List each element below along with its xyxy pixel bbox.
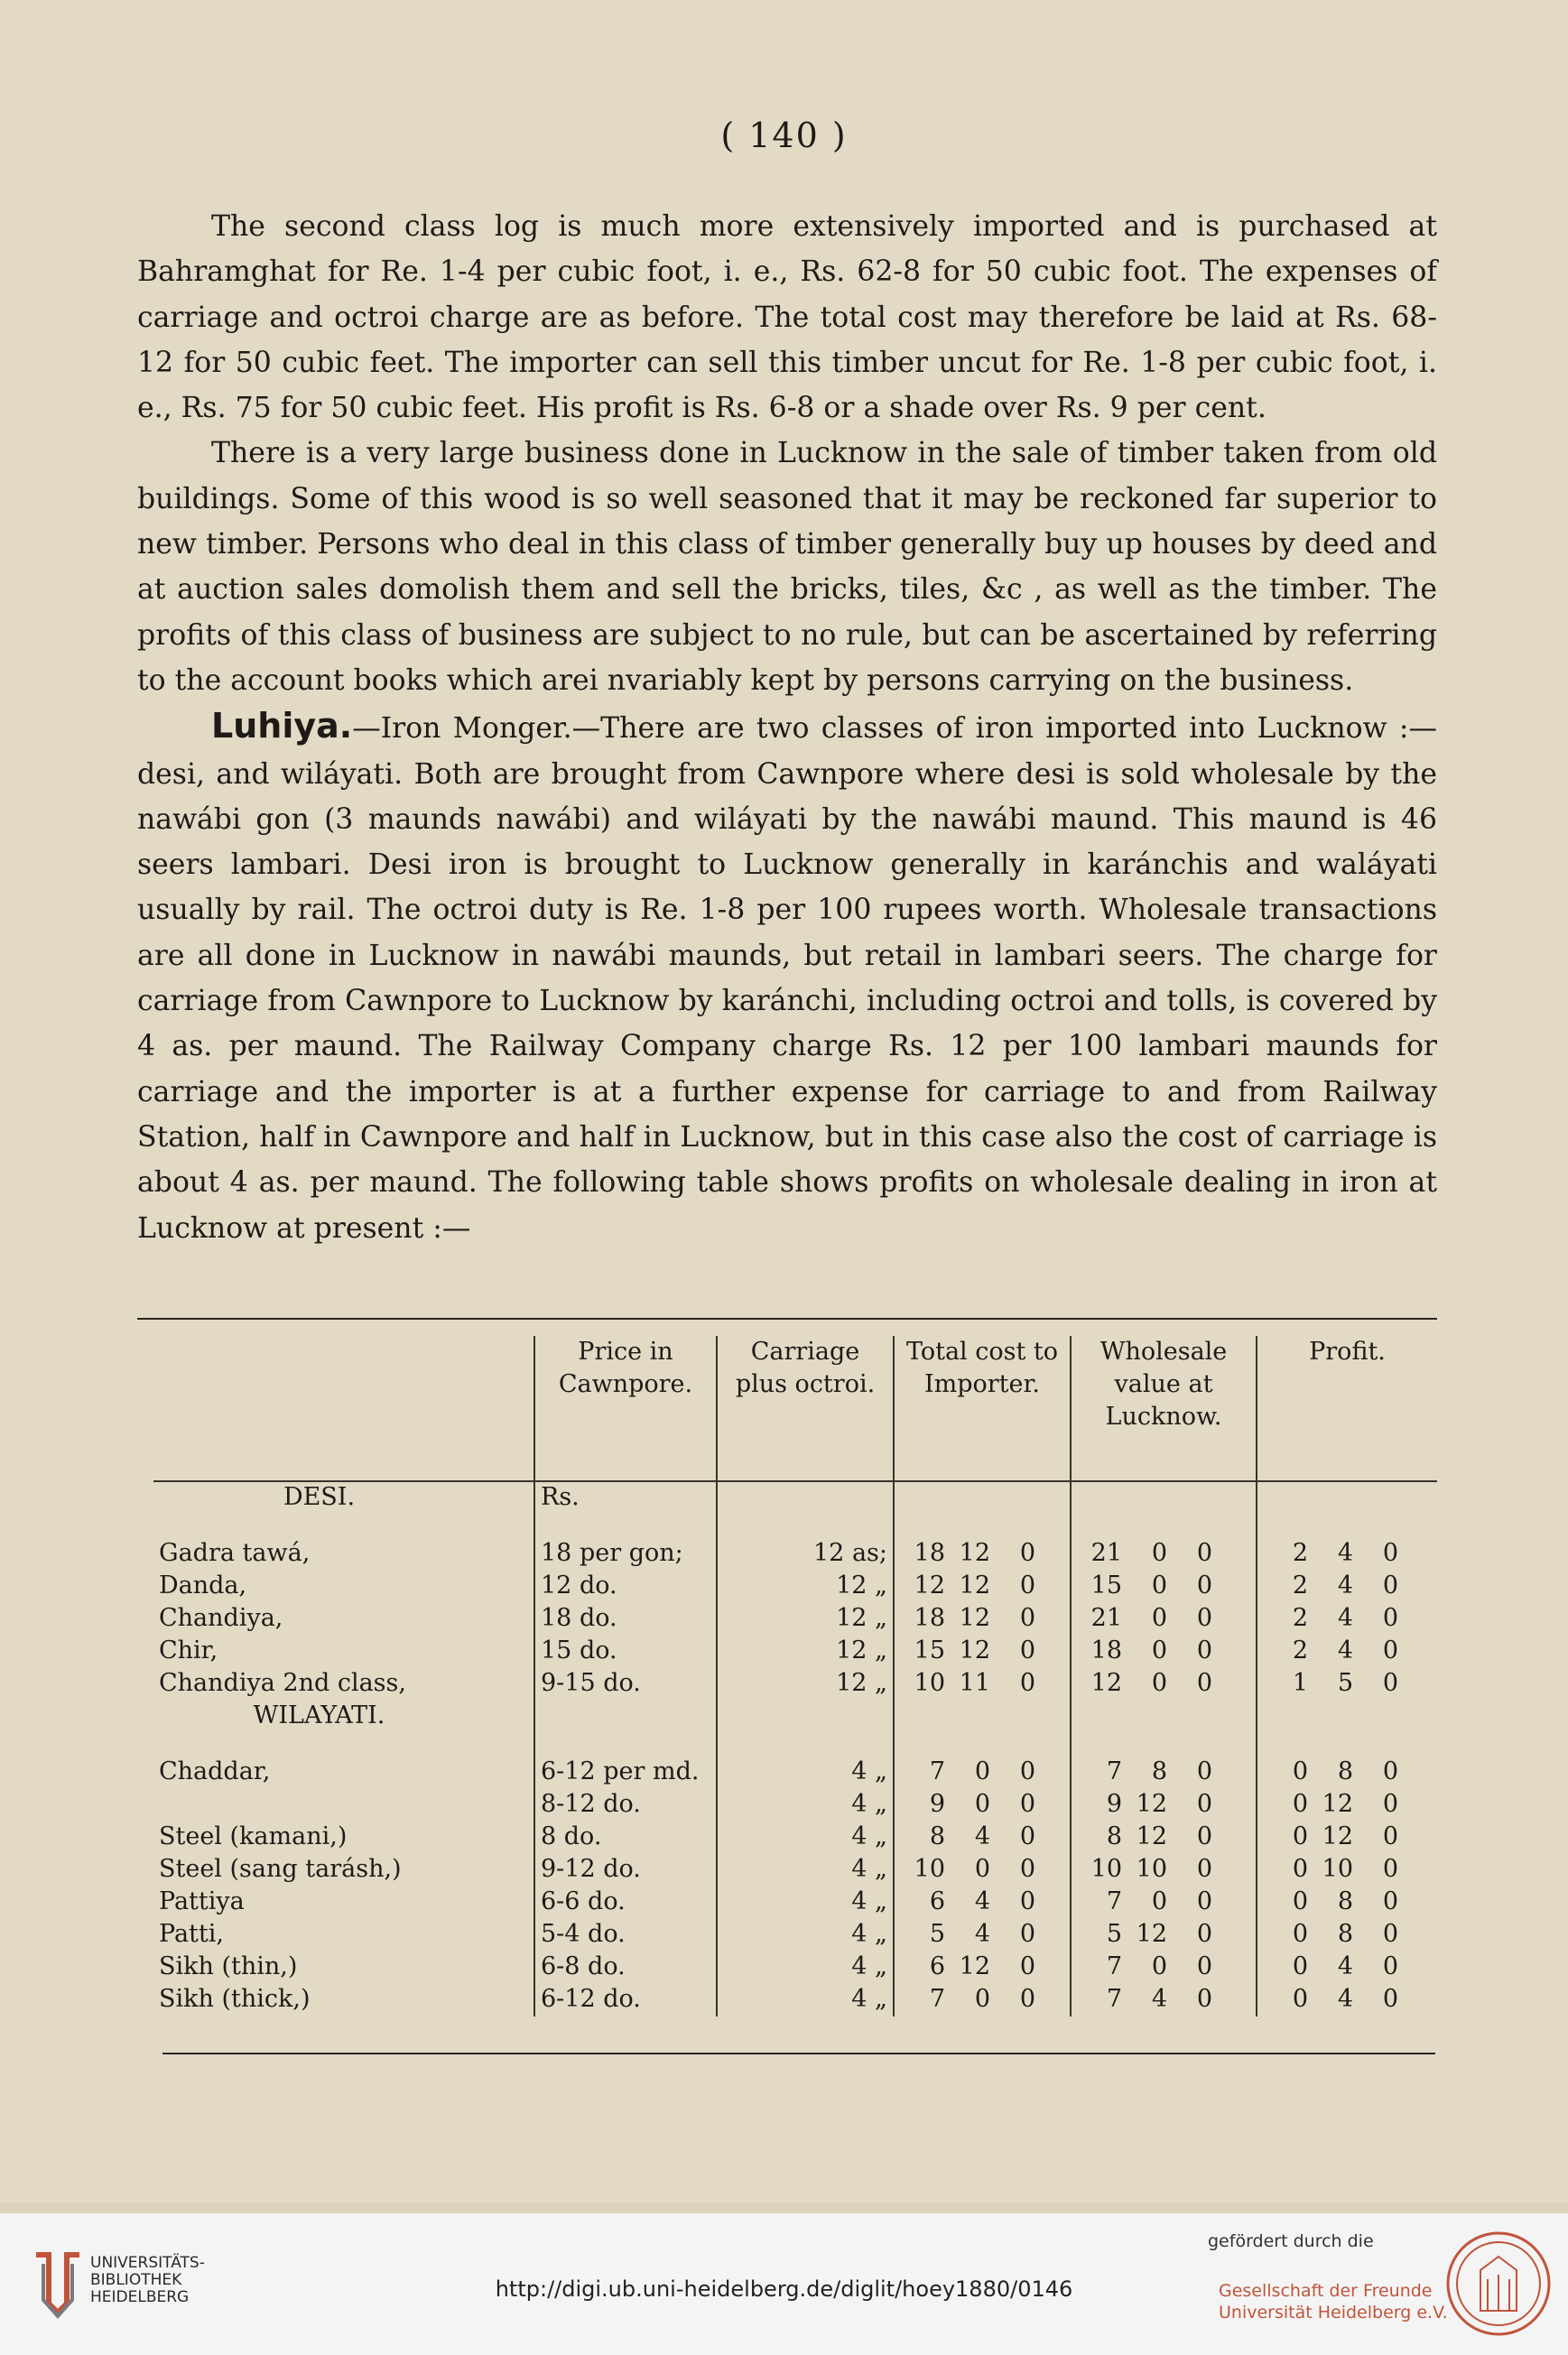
library-line: HEIDELBERG: [90, 2288, 190, 2306]
header-total-cost: Total cost to Importer.: [894, 1336, 1071, 1481]
table-row: [153, 1854, 1437, 1887]
wholesale-part: 5: [1106, 1920, 1122, 1948]
iron-profit-table: [153, 1336, 1437, 2017]
carriage-cell: 12 „: [717, 1668, 894, 1701]
total-part: 4: [974, 1822, 990, 1850]
profit-cell: [1257, 1822, 1437, 1854]
wholesale-part: 0: [1151, 1952, 1167, 1980]
wholesale-part: 0: [1196, 1855, 1212, 1883]
table-row: [153, 1603, 1437, 1636]
item-name: Steel (sang tarásh,): [159, 1855, 402, 1883]
carriage-cell: 4 „: [717, 1822, 894, 1854]
item-name: Patti,: [159, 1920, 224, 1948]
table-row: [153, 1571, 1437, 1603]
total-part: 4: [974, 1920, 990, 1948]
profit-part: 2: [1292, 1636, 1308, 1664]
total-cell: [894, 1887, 1071, 1919]
wholesale-part: 8: [1151, 1757, 1167, 1785]
wholesale-part: 4: [1151, 1985, 1167, 2013]
total-cell: [894, 1952, 1071, 1984]
price-cell: 18 do.: [534, 1603, 717, 1636]
item-name: Gadra tawá,: [159, 1539, 311, 1567]
wholesale-cell: [1071, 1854, 1257, 1887]
wholesale-part: 0: [1196, 1985, 1212, 2013]
profit-part: 8: [1337, 1920, 1353, 1948]
total-part: 0: [1019, 1822, 1035, 1850]
page-number: ( 140 ): [720, 116, 848, 155]
wholesale-cell: [1071, 1919, 1257, 1952]
profit-part: 0: [1292, 1985, 1308, 2013]
item-name: [153, 1789, 534, 1822]
digitization-footer: [0, 2213, 1568, 2355]
item-name: Chandiya 2nd class,: [159, 1669, 406, 1697]
profit-part: 0: [1292, 1790, 1308, 1818]
section-spacer: [1071, 1481, 1257, 1538]
profit-cell: [1257, 1571, 1437, 1603]
wholesale-part: 0: [1196, 1822, 1212, 1850]
price-cell: 9-15 do.: [534, 1668, 717, 1701]
total-part: 18: [914, 1539, 945, 1567]
total-cell: [894, 1538, 1071, 1571]
wholesale-part: 7: [1106, 1757, 1122, 1785]
wholesale-part: 0: [1196, 1539, 1212, 1567]
total-part: 0: [1019, 1920, 1035, 1948]
wholesale-part: 0: [1151, 1887, 1167, 1915]
wholesale-part: 12: [1136, 1790, 1167, 1818]
library-line: BIBLIOTHEK: [90, 2271, 182, 2289]
total-cell: [894, 1668, 1071, 1701]
profit-part: 5: [1337, 1669, 1353, 1697]
total-part: 0: [1019, 1539, 1035, 1567]
profit-part: 12: [1322, 1822, 1353, 1850]
profit-part: 2: [1292, 1604, 1308, 1632]
profit-part: 0: [1292, 1952, 1308, 1980]
profit-part: 4: [1337, 1636, 1353, 1664]
profit-cell: [1257, 1789, 1437, 1822]
wholesale-part: 8: [1106, 1822, 1122, 1850]
wholesale-cell: [1071, 1822, 1257, 1854]
total-cell: [894, 1854, 1071, 1887]
table-row: [153, 1636, 1437, 1668]
carriage-cell: 4 „: [717, 1887, 894, 1919]
carriage-cell: 12 „: [717, 1636, 894, 1668]
wholesale-cell: [1071, 1887, 1257, 1919]
section-name: WILAYATI.: [253, 1701, 385, 1729]
permalink-url[interactable]: http://digi.ub.uni-heidelberg.de/diglit/hoey1880/0146: [495, 2276, 1073, 2302]
wholesale-cell: [1071, 1571, 1257, 1603]
table-top-rule: [137, 1318, 1437, 1320]
profit-part: 12: [1322, 1790, 1353, 1818]
profit-part: 0: [1382, 1604, 1398, 1632]
price-cell: 6-6 do.: [534, 1887, 717, 1919]
total-cell: [894, 1571, 1071, 1603]
price-cell: 6-12 per md.: [534, 1757, 717, 1789]
item-name: Pattiya: [159, 1887, 245, 1915]
profit-cell: [1257, 1636, 1437, 1668]
section-spacer: [1071, 1701, 1257, 1757]
table-row: [153, 1789, 1437, 1822]
wholesale-cell: [1071, 1757, 1257, 1789]
profit-part: 0: [1382, 1985, 1398, 2013]
wholesale-part: 0: [1196, 1636, 1212, 1664]
total-part: 12: [959, 1952, 990, 1980]
price-cell: 18 per gon;: [534, 1538, 717, 1571]
paragraph-text: The second class log is much more extensively imported and is purchased at Bahramghat for Re. 1-4 per cubic foot, i. e., Rs. 62-8 for 50 cubic foot. The expenses of carriage and octroi charge are as before. The total cost may therefore be laid at Rs. 68-12 for 50 cubic feet. The importer can sell this timber uncut for Re. 1-8 per cubic foot, i. e., Rs. 75 for 50 cubic feet. His profit is Rs. 6-8 or a shade over Rs. 9 per cent.: [137, 210, 1437, 425]
header-carriage: Carriage plus octroi.: [717, 1336, 894, 1481]
wholesale-part: 18: [1090, 1636, 1122, 1664]
price-cell: 6-12 do.: [534, 1984, 717, 2017]
profit-part: 4: [1337, 1604, 1353, 1632]
profit-part: 0: [1382, 1636, 1398, 1664]
total-part: 0: [1019, 1790, 1035, 1818]
total-part: 0: [1019, 1669, 1035, 1697]
total-cell: [894, 1919, 1071, 1952]
profit-part: 0: [1382, 1822, 1398, 1850]
section-spacer: [1257, 1701, 1437, 1757]
total-cell: [894, 1822, 1071, 1854]
paragraph-text: —Iron Monger.—There are two classes of iron imported into Lucknow :—desi, and wiláyati. Both are brought from Cawnpore where desi is sold wholesale by the nawábi gon (3 maunds nawábi) and wiláyati by the nawábi maund. This maund is 46 seers lambari. Desi iron is brought to Lucknow generally in karánchis and waláyati usually by rail. The octroi duty is Re. 1-8 per 100 rupees worth. Wholesale transactions are all done in Lucknow in nawábi maunds, but retail in lambari seers. The charge for carriage from Cawnpore to Lucknow by karánchi, including octroi and tolls, is covered by 4 as. per maund. The Railway Company charge Rs. 12 per 100 lambari maunds for carriage and the importer is at a further expense for carriage to and from Railway Station, half in Cawnpore and half in Lucknow, but in this case also the cost of carriage is about 4 as. per maund. The following table shows profits on wholesale dealing in iron at Lucknow at present :—: [137, 712, 1437, 1245]
total-part: 12: [914, 1572, 945, 1599]
profit-part: 0: [1292, 1855, 1308, 1883]
total-part: 18: [914, 1604, 945, 1632]
total-part: 5: [929, 1920, 945, 1948]
wholesale-cell: [1071, 1952, 1257, 1984]
table-row: [153, 1538, 1437, 1571]
profit-part: 0: [1382, 1539, 1398, 1567]
profit-part: 0: [1382, 1887, 1398, 1915]
table-row: [153, 1919, 1437, 1952]
total-part: 12: [959, 1539, 990, 1567]
header-blank: [153, 1336, 534, 1481]
profit-part: 0: [1382, 1855, 1398, 1883]
total-cell: [894, 1789, 1071, 1822]
profit-part: 0: [1382, 1757, 1398, 1785]
total-part: 15: [914, 1636, 945, 1664]
price-cell: 12 do.: [534, 1571, 717, 1603]
item-name: Chaddar,: [159, 1757, 271, 1785]
total-part: 0: [974, 1790, 990, 1818]
total-part: 10: [914, 1669, 945, 1697]
wholesale-part: 0: [1196, 1604, 1212, 1632]
profit-cell: [1257, 1952, 1437, 1984]
profit-part: 4: [1337, 1985, 1353, 2013]
paragraph: [137, 703, 1437, 1251]
profit-part: 8: [1337, 1757, 1353, 1785]
total-cell: [894, 1757, 1071, 1789]
total-part: 8: [929, 1822, 945, 1850]
wholesale-part: 21: [1090, 1604, 1122, 1632]
profit-cell: [1257, 1887, 1437, 1919]
total-part: 6: [929, 1887, 945, 1915]
wholesale-part: 0: [1151, 1539, 1167, 1567]
total-part: 0: [1019, 1636, 1035, 1664]
profit-part: 10: [1322, 1855, 1353, 1883]
total-cell: [894, 1984, 1071, 2017]
carriage-cell: 4 „: [717, 1789, 894, 1822]
table-row: [153, 1668, 1437, 1701]
total-cell: [894, 1603, 1071, 1636]
wholesale-part: 12: [1090, 1669, 1122, 1697]
item-name: Sikh (thin,): [159, 1952, 298, 1980]
wholesale-part: 7: [1106, 1887, 1122, 1915]
header-wholesale: Wholesale value at Lucknow.: [1071, 1336, 1257, 1481]
item-name: Chandiya,: [159, 1604, 283, 1632]
wholesale-part: 10: [1136, 1855, 1167, 1883]
wholesale-part: 9: [1106, 1790, 1122, 1818]
carriage-cell: 4 „: [717, 1854, 894, 1887]
wholesale-part: 10: [1090, 1855, 1122, 1883]
sponsor-label: gefördert durch die: [1208, 2231, 1374, 2251]
item-name: Danda,: [159, 1572, 247, 1599]
wholesale-cell: [1071, 1789, 1257, 1822]
section-spacer: [1257, 1481, 1437, 1538]
total-part: 10: [914, 1855, 945, 1883]
wholesale-part: 0: [1151, 1669, 1167, 1697]
section-currency: [534, 1701, 717, 1757]
total-part: 0: [1019, 1887, 1035, 1915]
profit-cell: [1257, 1984, 1437, 2017]
section-spacer: [717, 1481, 894, 1538]
profit-part: 0: [1382, 1790, 1398, 1818]
price-cell: 15 do.: [534, 1636, 717, 1668]
paragraph: [137, 431, 1437, 703]
profit-part: 1: [1292, 1669, 1308, 1697]
carriage-cell: 12 „: [717, 1603, 894, 1636]
total-part: 0: [974, 1855, 990, 1883]
wholesale-part: 0: [1196, 1572, 1212, 1599]
profit-part: 4: [1337, 1952, 1353, 1980]
carriage-cell: 4 „: [717, 1984, 894, 2017]
profit-cell: [1257, 1919, 1437, 1952]
wholesale-part: 7: [1106, 1985, 1122, 2013]
table-row: [153, 1984, 1437, 2017]
wholesale-part: 21: [1090, 1539, 1122, 1567]
section-spacer: [894, 1481, 1071, 1538]
total-part: 0: [974, 1757, 990, 1785]
total-cell: [894, 1636, 1071, 1668]
sponsor-line: Universität Heidelberg e.V.: [1219, 2303, 1448, 2323]
profit-part: 0: [1382, 1952, 1398, 1980]
wholesale-cell: [1071, 1603, 1257, 1636]
wholesale-part: 0: [1196, 1887, 1212, 1915]
wholesale-cell: [1071, 1538, 1257, 1571]
profit-part: 2: [1292, 1572, 1308, 1599]
item-name: Steel (kamani,): [159, 1822, 348, 1850]
total-part: 0: [1019, 1985, 1035, 2013]
total-part: 0: [974, 1985, 990, 2013]
item-name: Chir,: [159, 1636, 218, 1664]
section-name: DESI.: [283, 1483, 356, 1511]
carriage-cell: 12 „: [717, 1571, 894, 1603]
total-part: 0: [1019, 1855, 1035, 1883]
profit-cell: [1257, 1603, 1437, 1636]
profit-cell: [1257, 1668, 1437, 1701]
section-currency: Rs.: [534, 1481, 717, 1538]
price-cell: 9-12 do.: [534, 1854, 717, 1887]
price-cell: 6-8 do.: [534, 1952, 717, 1984]
wholesale-part: 15: [1090, 1572, 1122, 1599]
profit-part: 2: [1292, 1539, 1308, 1567]
profit-cell: [1257, 1538, 1437, 1571]
header-price: Price in Cawnpore.: [534, 1336, 717, 1481]
wholesale-cell: [1071, 1636, 1257, 1668]
profit-cell: [1257, 1757, 1437, 1789]
wholesale-part: 0: [1196, 1790, 1212, 1818]
table-row: [153, 1887, 1437, 1919]
section-spacer: [894, 1701, 1071, 1757]
sponsor-name: [1219, 2280, 1448, 2323]
profit-part: 4: [1337, 1539, 1353, 1567]
wholesale-cell: [1071, 1984, 1257, 2017]
wholesale-part: 12: [1136, 1822, 1167, 1850]
university-seal-icon: [1444, 2230, 1553, 2338]
wholesale-part: 0: [1151, 1604, 1167, 1632]
wholesale-part: 0: [1196, 1757, 1212, 1785]
carriage-cell: 4 „: [717, 1757, 894, 1789]
price-cell: 8 do.: [534, 1822, 717, 1854]
total-part: 0: [1019, 1572, 1035, 1599]
wholesale-part: 12: [1136, 1920, 1167, 1948]
wholesale-part: 0: [1196, 1920, 1212, 1948]
total-part: 12: [959, 1572, 990, 1599]
total-part: 7: [929, 1985, 945, 2013]
wholesale-cell: [1071, 1668, 1257, 1701]
profit-part: 4: [1337, 1572, 1353, 1599]
profit-part: 8: [1337, 1887, 1353, 1915]
total-part: 6: [929, 1952, 945, 1980]
profit-part: 0: [1292, 1822, 1308, 1850]
total-part: 4: [974, 1887, 990, 1915]
profit-cell: [1257, 1854, 1437, 1887]
table-row: [153, 1757, 1437, 1789]
item-name: Sikh (thick,): [159, 1985, 311, 2013]
table-row: [153, 1822, 1437, 1854]
paragraph-lead: Luhiya.: [211, 706, 353, 746]
total-part: 12: [959, 1636, 990, 1664]
profit-part: 0: [1382, 1920, 1398, 1948]
wholesale-part: 0: [1151, 1636, 1167, 1664]
header-profit: Profit.: [1257, 1336, 1437, 1481]
sponsor-line: Gesellschaft der Freunde: [1219, 2281, 1433, 2301]
wholesale-part: 7: [1106, 1952, 1122, 1980]
library-line: UNIVERSITÄTS-: [90, 2254, 205, 2272]
wholesale-part: 0: [1151, 1572, 1167, 1599]
total-part: 11: [959, 1669, 990, 1697]
profit-part: 0: [1292, 1920, 1308, 1948]
section-spacer: [717, 1701, 894, 1757]
total-part: 0: [1019, 1604, 1035, 1632]
table-row: [153, 1952, 1437, 1984]
price-cell: 8-12 do.: [534, 1789, 717, 1822]
total-part: 7: [929, 1757, 945, 1785]
total-part: 12: [959, 1604, 990, 1632]
table-bottom-rule: [162, 2053, 1435, 2054]
body-text: [137, 204, 1437, 1251]
profit-part: 0: [1382, 1572, 1398, 1599]
total-part: 0: [1019, 1952, 1035, 1980]
total-part: 0: [1019, 1757, 1035, 1785]
paragraph: [137, 204, 1437, 431]
total-part: 9: [929, 1790, 945, 1818]
paragraph-text: There is a very large business done in Lucknow in the sale of timber taken from old buildings. Some of this wood is so well seasoned that it may be reckoned far superior to new timber. Persons who deal in this class of timber generally buy up houses by deed and at auction sales domolish them and sell the bricks, tiles, &c , as well as the timber. The profits of this class of business are subject to no rule, but can be ascertained by referring to the account books which arei nvariably kept by persons carrying on the business.: [137, 437, 1437, 697]
carriage-cell: 4 „: [717, 1952, 894, 1984]
carriage-cell: 4 „: [717, 1919, 894, 1952]
profit-part: 0: [1292, 1887, 1308, 1915]
profit-part: 0: [1382, 1669, 1398, 1697]
wholesale-part: 0: [1196, 1952, 1212, 1980]
price-cell: 5-4 do.: [534, 1919, 717, 1952]
wholesale-part: 0: [1196, 1669, 1212, 1697]
carriage-cell: 12 as;: [717, 1538, 894, 1571]
profit-part: 0: [1292, 1757, 1308, 1785]
